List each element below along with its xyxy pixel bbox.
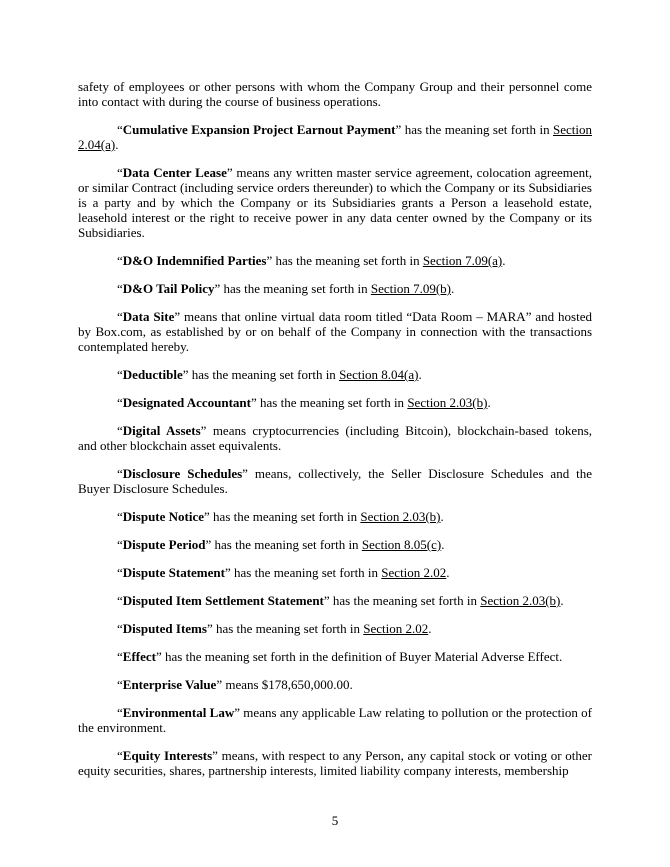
text-run: “: [117, 309, 123, 324]
text-run: ” has the meaning set forth in: [205, 537, 362, 552]
text-run: safety of employees or other persons with whom the Company Group and their personnel come into contact with during the course of business operations.: [78, 79, 592, 109]
document-body: [78, 79, 592, 791]
text-run: “: [117, 748, 123, 763]
text-run: .: [115, 137, 119, 152]
defined-term: Digital Assets: [122, 423, 201, 438]
text-run: ” means $178,650,000.00.: [216, 677, 353, 692]
paragraph: [78, 367, 592, 382]
paragraph: [78, 537, 592, 552]
text-run: “: [117, 565, 123, 580]
text-run: ” has the meaning set forth in: [250, 395, 408, 410]
text-run: “: [117, 395, 123, 410]
text-run: ” means, collectively, the Seller Disclosure Schedules and the Buyer Disclosure Schedules.: [78, 466, 593, 496]
text-run: ” has the meaning set forth in: [323, 593, 481, 608]
paragraph: [78, 79, 592, 109]
defined-term: Designated Accountant: [122, 395, 251, 410]
text-run: ” means, with respect to any Person, any capital stock or voting or other equity securities, shares, partnership interests, limited liability company interests, membership: [78, 748, 592, 778]
text-run: .: [428, 621, 432, 636]
text-run: ” has the meaning set forth in: [206, 621, 364, 636]
defined-term: Equity Interests: [122, 748, 213, 763]
text-run: .: [502, 253, 506, 268]
text-run: .: [487, 395, 491, 410]
paragraph: [78, 309, 592, 354]
defined-term: Dispute Notice: [122, 509, 205, 524]
section-link[interactable]: Section 2.03(b): [360, 509, 441, 524]
text-run: “: [117, 367, 123, 382]
text-run: ” means that online virtual data room titled “Data Room – MARA” and hosted by Box.com, as established by or on behalf of the Company in connection with the transactions contemplated hereby.: [78, 309, 592, 354]
paragraph: [78, 466, 592, 496]
paragraph: [78, 565, 592, 580]
paragraph: [78, 165, 592, 240]
section-link[interactable]: Section 7.09(b): [370, 281, 451, 296]
paragraph: [78, 677, 592, 692]
section-link[interactable]: Section 2.03(b): [480, 593, 561, 608]
text-run: “: [117, 593, 123, 608]
defined-term: Disclosure Schedules: [122, 466, 243, 481]
paragraph: [78, 593, 592, 608]
text-run: ” has the meaning set forth in: [214, 281, 371, 296]
text-run: “: [117, 253, 123, 268]
text-run: ” has the meaning set forth in: [204, 509, 361, 524]
text-run: .: [560, 593, 564, 608]
paragraph: [78, 509, 592, 524]
defined-term: Data Center Lease: [122, 165, 227, 180]
defined-term: Disputed Item Settlement Statement: [122, 593, 324, 608]
defined-term: Data Site: [122, 309, 175, 324]
text-run: .: [418, 367, 422, 382]
section-link[interactable]: Section 2.04(a): [78, 122, 592, 152]
defined-term: Enterprise Value: [122, 677, 217, 692]
section-link[interactable]: Section 8.04(a): [339, 367, 419, 382]
paragraph: [78, 281, 592, 296]
text-run: ” has the meaning set forth in: [224, 565, 382, 580]
paragraph: [78, 122, 592, 152]
defined-term: D&O Tail Policy: [122, 281, 215, 296]
text-run: .: [451, 281, 455, 296]
section-link[interactable]: Section 2.02: [381, 565, 447, 580]
defined-term: D&O Indemnified Parties: [122, 253, 267, 268]
text-run: “: [117, 466, 123, 481]
text-run: ” has the meaning set forth in: [182, 367, 340, 382]
defined-term: Dispute Period: [122, 537, 206, 552]
section-link[interactable]: Section 2.02: [363, 621, 429, 636]
text-run: ” has the meaning set forth in the definition of Buyer Material Adverse Effect.: [155, 649, 563, 664]
defined-term: Environmental Law: [122, 705, 235, 720]
defined-term: Dispute Statement: [122, 565, 225, 580]
text-run: “: [117, 677, 123, 692]
text-run: ” means any written master service agreement, colocation agreement, or similar Contract (including service orders thereunder) to which the Company or its Subsidiaries is a party and by which the Company or its Subsidiaries grants a Person a leasehold estate, leasehold interest or the right to receive power in any data center owned by the Company or its Subsidiaries.: [78, 165, 592, 240]
paragraph: [78, 748, 592, 778]
text-run: “: [117, 621, 123, 636]
text-run: “: [117, 705, 123, 720]
section-link[interactable]: Section 7.09(a): [422, 253, 503, 268]
text-run: “: [117, 122, 123, 137]
page-number: 5: [331, 813, 339, 828]
text-run: .: [446, 565, 450, 580]
defined-term: Effect: [122, 649, 156, 664]
section-link[interactable]: Section 8.05(c): [361, 537, 442, 552]
paragraph: [78, 423, 592, 453]
paragraph: [78, 649, 592, 664]
defined-term: Disputed Items: [122, 621, 207, 636]
text-run: ” has the meaning set forth in: [395, 122, 553, 137]
text-run: “: [117, 537, 123, 552]
text-run: “: [117, 281, 123, 296]
text-run: ” means cryptocurrencies (including Bitcoin), blockchain-based tokens, and other blockchain asset equivalents.: [78, 423, 593, 453]
text-run: ” means any applicable Law relating to pollution or the protection of the environment.: [78, 705, 593, 735]
paragraph: [78, 253, 592, 268]
text-run: “: [117, 423, 123, 438]
paragraph: [78, 705, 592, 735]
paragraph: [78, 395, 592, 410]
text-run: ” has the meaning set forth in: [266, 253, 423, 268]
defined-term: Cumulative Expansion Project Earnout Payment: [122, 122, 396, 137]
section-link[interactable]: Section 2.03(b): [407, 395, 488, 410]
defined-term: Deductible: [122, 367, 183, 382]
text-run: “: [117, 165, 123, 180]
paragraph: [78, 621, 592, 636]
text-run: .: [441, 537, 445, 552]
text-run: “: [117, 509, 123, 524]
text-run: “: [117, 649, 123, 664]
text-run: .: [440, 509, 444, 524]
